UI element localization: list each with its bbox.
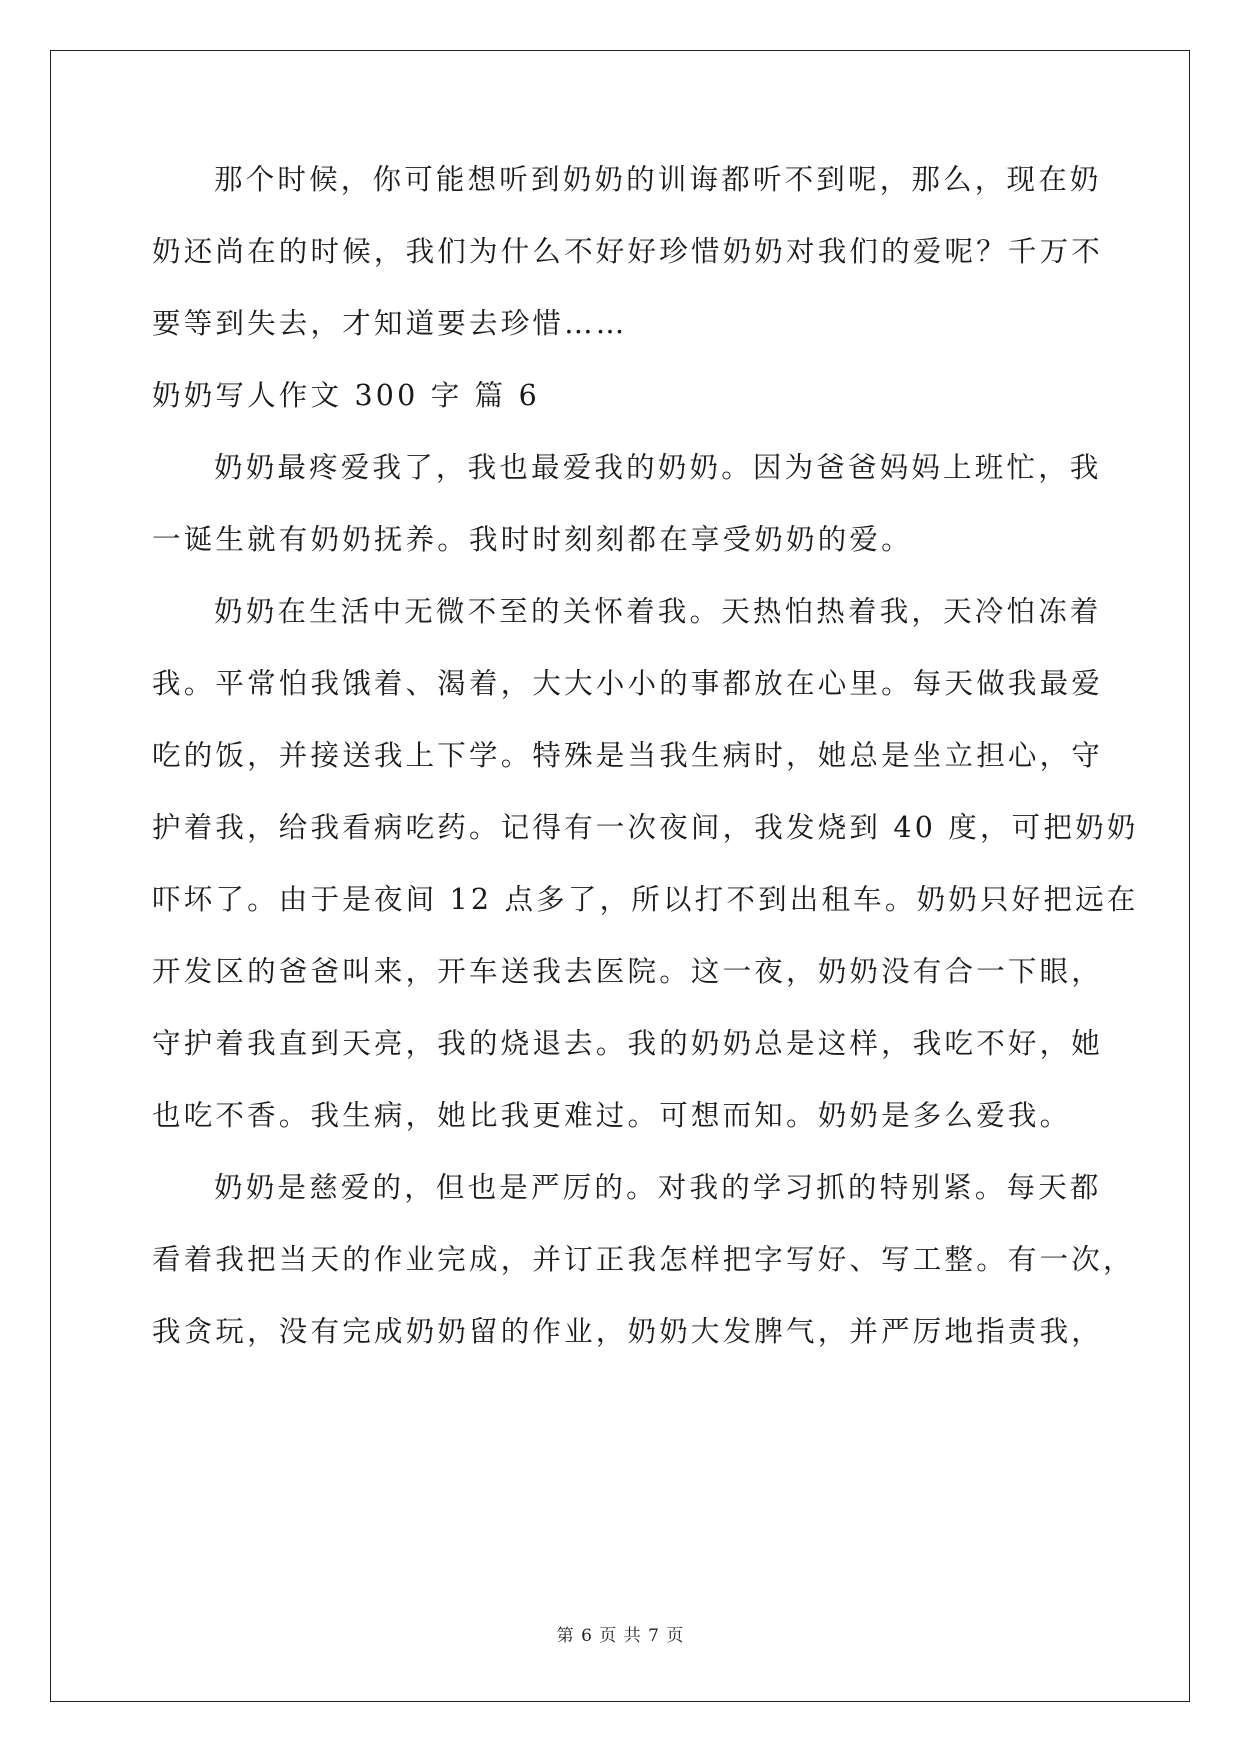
paragraph-line: 我贪玩，没有完成奶奶留的作业，奶奶大发脾气，并严厉地指责我， bbox=[152, 1315, 1104, 1348]
paragraph-line: 奶奶最疼爱我了，我也最爱我的奶奶。因为爸爸妈妈上班忙，我 bbox=[214, 451, 1102, 484]
paragraph-line: 奶奶是慈爱的，但也是严厉的。对我的学习抓的特别紧。每天都 bbox=[214, 1171, 1102, 1204]
paragraph-line: 也吃不香。我生病，她比我更难过。可想而知。奶奶是多么爱我。 bbox=[152, 1099, 1072, 1132]
paragraph-line: 吃的饭，并接送我上下学。特殊是当我生病时，她总是坐立担心，守 bbox=[152, 739, 1104, 772]
section-heading: 奶奶写人作文 300 字 篇 6 bbox=[152, 379, 540, 412]
paragraph-line: 吓坏了。由于是夜间 12 点多了，所以打不到出租车。奶奶只好把远在 bbox=[152, 883, 1139, 916]
paragraph-line: 守护着我直到天亮，我的烧退去。我的奶奶总是这样，我吃不好，她 bbox=[152, 1027, 1104, 1060]
page-frame bbox=[50, 50, 1190, 1702]
paragraph-line: 奶奶在生活中无微不至的关怀着我。天热怕热着我，天冷怕冻着 bbox=[214, 595, 1102, 628]
paragraph-line: 那个时候，你可能想听到奶奶的训诲都听不到呢，那么，现在奶 bbox=[214, 163, 1102, 196]
paragraph-line: 护着我，给我看病吃药。记得有一次夜间，我发烧到 40 度，可把奶奶 bbox=[152, 811, 1139, 844]
paragraph-line: 我。平常怕我饿着、渴着，大大小小的事都放在心里。每天做我最爱 bbox=[152, 667, 1104, 700]
paragraph-line: 开发区的爸爸叫来，开车送我去医院。这一夜，奶奶没有合一下眼， bbox=[152, 955, 1104, 988]
paragraph-line: 一诞生就有奶奶抚养。我时时刻刻都在享受奶奶的爱。 bbox=[152, 523, 913, 556]
paragraph-line: 奶还尚在的时候，我们为什么不好好珍惜奶奶对我们的爱呢？千万不 bbox=[152, 235, 1104, 268]
paragraph-line: 看着我把当天的作业完成，并订正我怎样把字写好、写工整。有一次， bbox=[152, 1243, 1135, 1276]
paragraph-line: 要等到失去，才知道要去珍惜…… bbox=[152, 307, 628, 340]
page-number-footer: 第 6 页 共 7 页 bbox=[556, 1626, 685, 1646]
